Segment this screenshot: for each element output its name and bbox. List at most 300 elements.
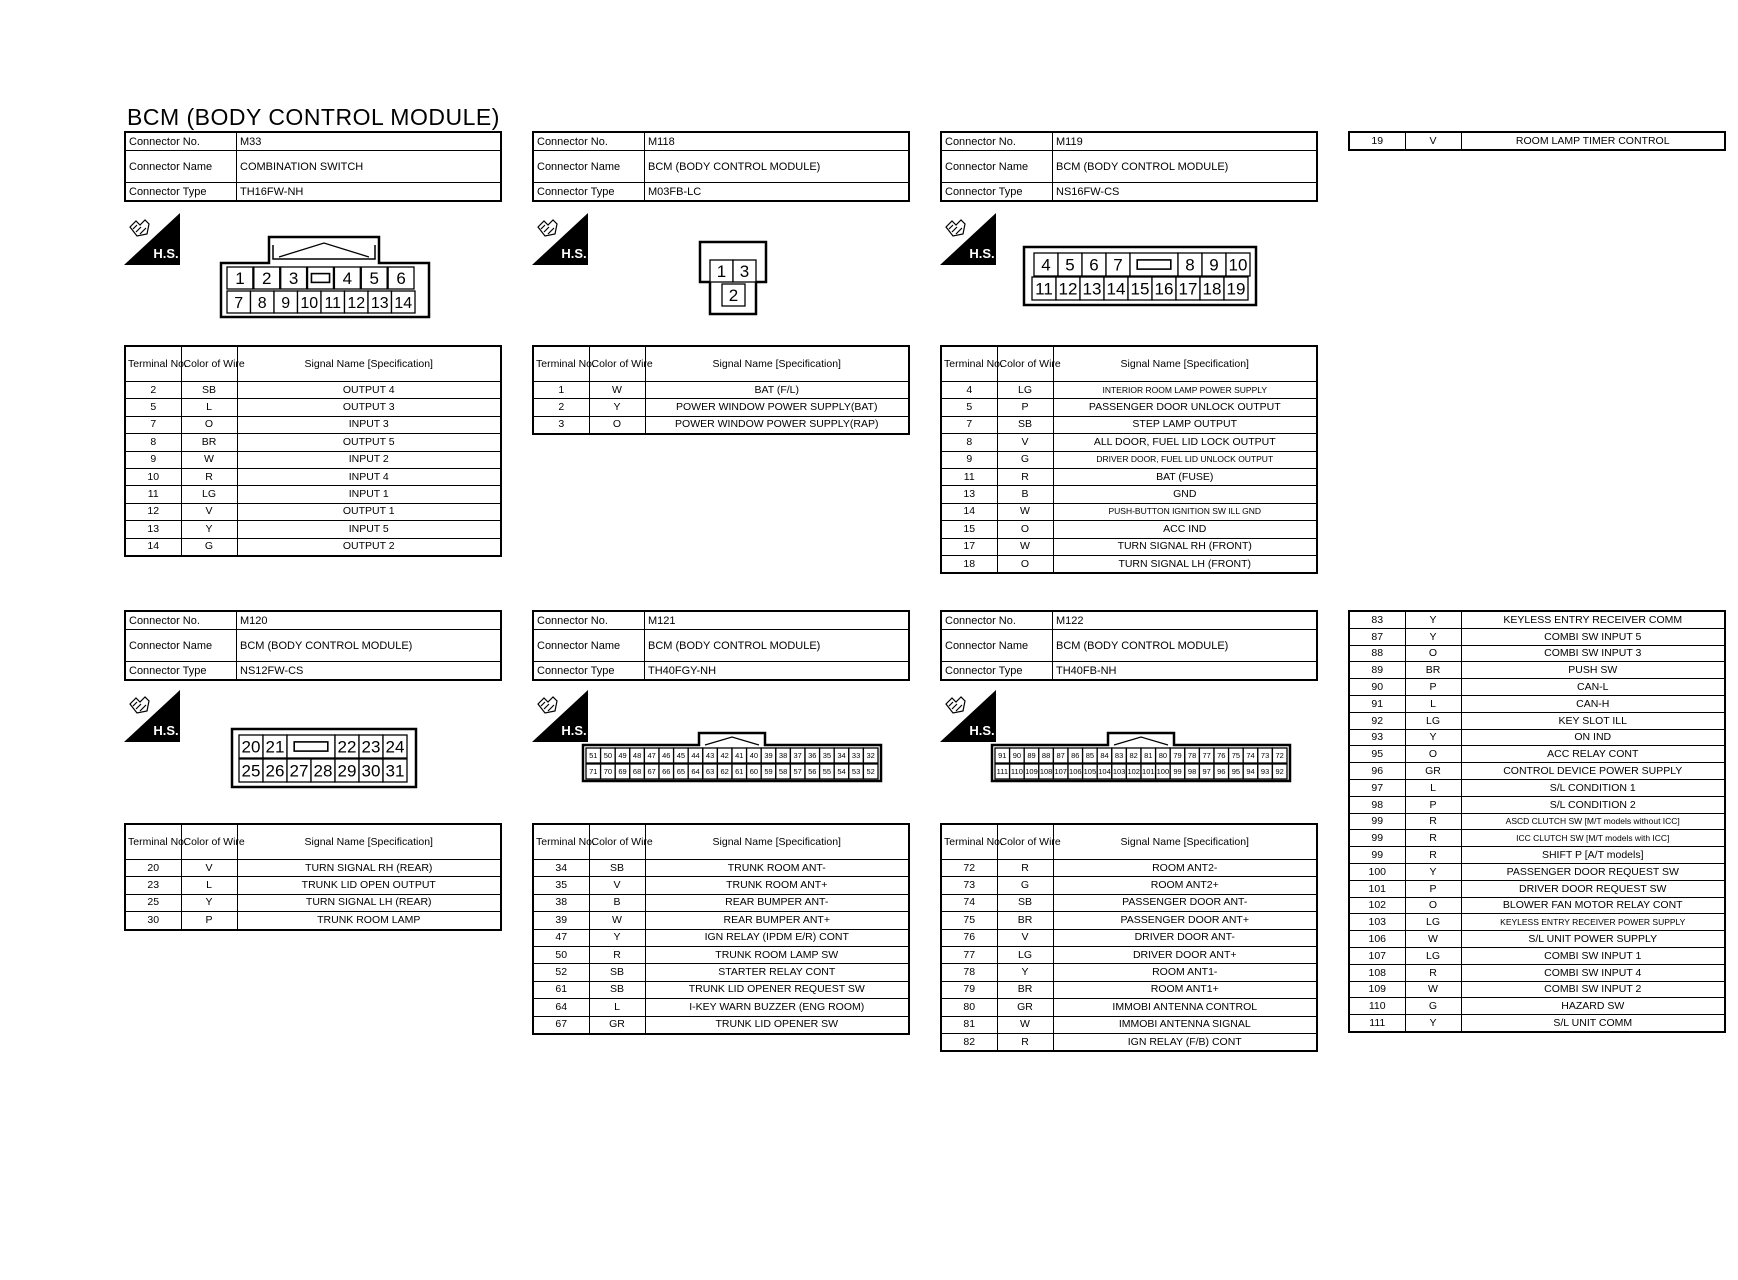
- pin-number: 66: [662, 767, 671, 777]
- connector-pin: [1068, 748, 1083, 763]
- signal-name-cell: PASSENGER DOOR ANT+: [1053, 912, 1317, 929]
- signal-name-cell: STARTER RELAY CONT: [645, 964, 909, 981]
- pin-number: 3: [739, 262, 750, 282]
- terminal-no-cell: 97: [1349, 779, 1405, 796]
- pin-number: 20: [241, 737, 261, 757]
- table-row: [1349, 947, 1725, 964]
- terminal-no-cell: 4: [941, 382, 997, 399]
- pin-number: 10: [1228, 255, 1248, 275]
- pin-number: 65: [676, 767, 686, 777]
- connector-pin: [1097, 748, 1112, 763]
- terminal-no-cell: 11: [125, 486, 181, 503]
- table-row: [125, 451, 501, 468]
- connector-pin: [1128, 277, 1152, 300]
- signal-name-cell: CAN-L: [1461, 679, 1725, 696]
- connector-pin: [1200, 277, 1224, 300]
- pin-number: 105: [1083, 767, 1097, 777]
- terminal-no-cell: 39: [533, 912, 589, 929]
- connector-pin: [1034, 253, 1058, 276]
- pin-number: 33: [851, 751, 861, 761]
- connector-pin: [688, 748, 703, 763]
- wire-color-cell: Y: [1405, 729, 1461, 746]
- wire-color-cell: Y: [181, 894, 237, 911]
- pin-number: 25: [241, 761, 261, 781]
- terminal-no-cell: 76: [941, 929, 997, 946]
- connector-pin: [747, 764, 762, 779]
- connector-pin: [776, 748, 791, 763]
- pin-number: 95: [1231, 767, 1241, 777]
- wire-color-cell: G: [997, 451, 1053, 468]
- signal-name-cell: POWER WINDOW POWER SUPPLY(RAP): [645, 416, 909, 434]
- terminal-no-cell: 7: [941, 416, 997, 433]
- signal-table-m119-continued: [1348, 131, 1726, 151]
- terminal-no-cell: 81: [941, 1016, 997, 1033]
- wire-color-cell: R: [1405, 964, 1461, 981]
- wire-color-cell: O: [1405, 746, 1461, 763]
- pin-number: 5: [369, 269, 379, 289]
- pin-number: 73: [1260, 751, 1270, 761]
- pin-number: 79: [1173, 751, 1182, 761]
- connector-pin: [601, 764, 616, 779]
- connector-pin: [863, 748, 878, 763]
- connector-pin: [1082, 253, 1106, 276]
- connector-name-label: Connector Name: [941, 151, 1053, 183]
- terminal-no-cell: 35: [533, 877, 589, 894]
- signal-table-m118: [532, 345, 910, 435]
- wire-color-cell: LG: [997, 946, 1053, 963]
- terminal-no-cell: 80: [941, 999, 997, 1016]
- terminal-no-cell: 73: [941, 877, 997, 894]
- pin-number: 13: [1082, 279, 1102, 299]
- pin-number: 16: [1154, 279, 1174, 299]
- pin-number: 21: [265, 737, 285, 757]
- signal-name-cell: PUSH SW: [1461, 662, 1725, 679]
- table-row: [1349, 712, 1725, 729]
- terminal-no-cell: 107: [1349, 947, 1405, 964]
- wire-color-cell: P: [1405, 880, 1461, 897]
- table-row: [125, 860, 501, 877]
- hs-label: H.S.: [969, 246, 995, 261]
- pin-number: 76: [1217, 751, 1226, 761]
- connector-pin: [732, 764, 747, 779]
- signal-name-cell: IGN RELAY (F/B) CONT: [1053, 1033, 1317, 1051]
- connector-pin: [1170, 764, 1185, 779]
- pin-number: 18: [1202, 279, 1222, 299]
- connector-pin: [321, 291, 345, 313]
- connector-pin: [659, 764, 674, 779]
- table-row: [941, 1016, 1317, 1033]
- pin-number: 96: [1217, 767, 1226, 777]
- connector-pin: [1010, 764, 1025, 779]
- connector-pin: [334, 267, 360, 289]
- table-row: [941, 555, 1317, 573]
- terminal-no-cell: 109: [1349, 981, 1405, 998]
- wire-color-cell: O: [997, 555, 1053, 573]
- connector-m119-header: [940, 131, 1318, 202]
- table-row: [1349, 132, 1725, 150]
- terminal-no-cell: 95: [1349, 746, 1405, 763]
- signal-name-cell: ROOM ANT1-: [1053, 964, 1317, 981]
- pin-number: 29: [337, 761, 357, 781]
- table-row: [125, 434, 501, 451]
- connector-m33-face: [219, 235, 429, 319]
- connector-no-value: M120: [237, 611, 502, 630]
- wire-color-cell: SB: [589, 964, 645, 981]
- table-row: [533, 912, 909, 929]
- connector-pin: [1156, 748, 1171, 763]
- pin-number: 9: [1209, 255, 1219, 275]
- wire-color-cell: LG: [1405, 947, 1461, 964]
- connector-pin: [630, 764, 645, 779]
- wire-color-cell: Y: [997, 964, 1053, 981]
- pin-number: 2: [262, 269, 272, 289]
- connector-pin: [359, 735, 383, 758]
- signal-name-cell: COMBI SW INPUT 4: [1461, 964, 1725, 981]
- harness-side-icon: [940, 213, 996, 265]
- pin-number: 48: [632, 751, 642, 761]
- pin-number: 77: [1202, 751, 1211, 761]
- pin-number: 50: [603, 751, 613, 761]
- wire-color-cell: LG: [181, 486, 237, 503]
- pin-number: 64: [691, 767, 700, 777]
- table-row: [941, 486, 1317, 503]
- terminal-no-cell: 8: [941, 434, 997, 451]
- connector-type-label: Connector Type: [941, 662, 1053, 681]
- pin-number: 68: [632, 767, 642, 777]
- connector-pin: [281, 267, 307, 289]
- connector-pin: [1112, 748, 1127, 763]
- pin-number: 89: [1027, 751, 1036, 761]
- wire-color-cell: G: [181, 538, 237, 556]
- signal-name-cell: PASSENGER DOOR REQUEST SW: [1461, 863, 1725, 880]
- pin-number: 7: [1113, 255, 1123, 275]
- terminal-no-cell: 100: [1349, 863, 1405, 880]
- connector-name-label: Connector Name: [125, 151, 237, 183]
- signal-name-cell: PASSENGER DOOR ANT-: [1053, 894, 1317, 911]
- wire-color-cell: W: [997, 503, 1053, 520]
- table-row: [125, 468, 501, 485]
- terminal-no-cell: 102: [1349, 897, 1405, 914]
- pin-number: 37: [793, 751, 802, 761]
- signal-name-cell: I-KEY WARN BUZZER (ENG ROOM): [645, 999, 909, 1016]
- connector-pin: [1185, 764, 1200, 779]
- connector-no-label: Connector No.: [125, 611, 237, 630]
- pin-number: 30: [361, 761, 381, 781]
- terminal-no-cell: 103: [1349, 914, 1405, 931]
- pin-number: 13: [370, 294, 389, 312]
- pin-number: 28: [313, 761, 333, 781]
- connector-pin: [311, 759, 335, 782]
- wire-color-cell: W: [1405, 981, 1461, 998]
- connector-pin: [674, 748, 689, 763]
- table-row: [125, 912, 501, 930]
- wire-color-cell: V: [997, 434, 1053, 451]
- pin-number: 47: [647, 751, 656, 761]
- pin-number: 14: [1106, 279, 1126, 299]
- pin-number: 2: [728, 286, 739, 306]
- wire-color-cell: R: [181, 468, 237, 485]
- connector-pin: [1058, 253, 1082, 276]
- connector-pin: [1156, 764, 1171, 779]
- pin-number: 36: [808, 751, 817, 761]
- wire-color-cell: SB: [997, 894, 1053, 911]
- table-row: [533, 999, 909, 1016]
- signal-name-cell: CONTROL DEVICE POWER SUPPLY: [1461, 763, 1725, 780]
- hs-label: H.S.: [561, 723, 587, 738]
- connector-type-value: NS16FW-CS: [1053, 183, 1318, 202]
- terminal-no-cell: 98: [1349, 796, 1405, 813]
- connector-pin: [1010, 748, 1025, 763]
- terminal-no-cell: 74: [941, 894, 997, 911]
- table-row: [533, 946, 909, 963]
- signal-name-cell: ALL DOOR, FUEL LID LOCK OUTPUT: [1053, 434, 1317, 451]
- signal-name-cell: COMBI SW INPUT 1: [1461, 947, 1725, 964]
- pin-number: 32: [866, 751, 875, 761]
- connector-pin: [335, 735, 359, 758]
- pin-number: 34: [837, 751, 846, 761]
- wire-color-cell: V: [997, 929, 1053, 946]
- connector-m120-header: [124, 610, 502, 681]
- wire-color-cell: R: [1405, 830, 1461, 847]
- connector-pin: [388, 267, 414, 289]
- table-row: [1349, 964, 1725, 981]
- connector-no-value: M33: [237, 132, 502, 151]
- terminal-no-header: Terminal No.: [533, 824, 589, 860]
- connector-pin: [1152, 277, 1176, 300]
- pin-number: 22: [337, 737, 357, 757]
- signal-name-cell: BAT (FUSE): [1053, 468, 1317, 485]
- table-row: [1349, 779, 1725, 796]
- terminal-no-cell: 7: [125, 416, 181, 433]
- terminal-no-cell: 14: [125, 538, 181, 556]
- table-row: [1349, 645, 1725, 662]
- table-row: [941, 877, 1317, 894]
- wire-color-cell: SB: [589, 981, 645, 998]
- pin-number: 43: [705, 751, 715, 761]
- connector-pin: [1104, 277, 1128, 300]
- harness-side-icon: [532, 213, 588, 265]
- signal-name-cell: ROOM ANT2-: [1053, 860, 1317, 877]
- connector-pin: [274, 291, 298, 313]
- terminal-no-cell: 9: [125, 451, 181, 468]
- table-row: [1349, 796, 1725, 813]
- wire-color-cell: R: [1405, 813, 1461, 830]
- pin-number: 72: [1275, 751, 1284, 761]
- pin-number: 101: [1142, 767, 1155, 777]
- wire-color-cell: B: [589, 894, 645, 911]
- pin-number: 90: [1012, 751, 1022, 761]
- pin-number: 31: [385, 761, 405, 781]
- connector-no-label: Connector No.: [941, 611, 1053, 630]
- terminal-no-cell: 13: [125, 521, 181, 538]
- connector-pin: [1053, 748, 1068, 763]
- wire-color-cell: R: [997, 468, 1053, 485]
- pin-number: 63: [705, 767, 715, 777]
- connector-name-label: Connector Name: [941, 630, 1053, 662]
- connector-pin: [1170, 748, 1185, 763]
- table-row: [533, 399, 909, 416]
- table-row: [1349, 863, 1725, 880]
- wire-color-cell: SB: [589, 860, 645, 877]
- pin-number: 9: [281, 294, 291, 312]
- pin-number: 70: [603, 767, 613, 777]
- color-of-wire-header: Color of Wire: [181, 346, 237, 382]
- terminal-no-cell: 18: [941, 555, 997, 573]
- connector-pin: [688, 764, 703, 779]
- terminal-no-cell: 2: [533, 399, 589, 416]
- signal-name-cell: DRIVER DOOR, FUEL LID UNLOCK OUTPUT: [1053, 451, 1317, 468]
- table-row: [1349, 695, 1725, 712]
- connector-pin: [1202, 253, 1226, 276]
- terminal-no-cell: 101: [1349, 880, 1405, 897]
- terminal-no-cell: 11: [941, 468, 997, 485]
- connector-pin: [227, 291, 251, 313]
- pin-number: 19: [1226, 279, 1246, 299]
- signal-name-cell: OUTPUT 1: [237, 503, 501, 520]
- color-of-wire-header: Color of Wire: [997, 824, 1053, 860]
- pin-number: 4: [1041, 255, 1051, 275]
- connector-pin: [1141, 764, 1156, 779]
- connector-pin: [1097, 764, 1112, 779]
- terminal-no-cell: 30: [125, 912, 181, 930]
- pin-number: 62: [720, 767, 729, 777]
- color-of-wire-header: Color of Wire: [589, 346, 645, 382]
- signal-name-cell: OUTPUT 4: [237, 382, 501, 399]
- connector-pin: [820, 748, 835, 763]
- wire-color-cell: BR: [181, 434, 237, 451]
- connector-type-label: Connector Type: [533, 662, 645, 681]
- pin-number: 41: [735, 751, 744, 761]
- pin-number: 109: [1025, 767, 1038, 777]
- terminal-no-cell: 90: [1349, 679, 1405, 696]
- connector-m118-face: [698, 240, 768, 316]
- connector-pin: [1112, 764, 1127, 779]
- pin-number: 27: [289, 761, 309, 781]
- connector-pin: [615, 764, 630, 779]
- signal-name-cell: S/L UNIT COMM: [1461, 1015, 1725, 1032]
- pin-number: 46: [662, 751, 671, 761]
- connector-pin: [368, 291, 392, 313]
- connector-name-value: BCM (BODY CONTROL MODULE): [1053, 151, 1318, 183]
- terminal-no-cell: 2: [125, 382, 181, 399]
- terminal-no-cell: 12: [125, 503, 181, 520]
- wire-color-cell: O: [997, 521, 1053, 538]
- signal-name-header: Signal Name [Specification]: [237, 824, 501, 860]
- pin-number: 60: [749, 767, 759, 777]
- color-of-wire-header: Color of Wire: [589, 824, 645, 860]
- signal-name-cell: IMMOBI ANTENNA CONTROL: [1053, 999, 1317, 1016]
- signal-name-cell: ROOM ANT1+: [1053, 981, 1317, 998]
- table-row: [125, 503, 501, 520]
- connector-pin: [834, 748, 849, 763]
- wire-color-cell: W: [181, 451, 237, 468]
- wire-color-cell: GR: [997, 999, 1053, 1016]
- signal-name-header: Signal Name [Specification]: [237, 346, 501, 382]
- pin-number: 108: [1039, 767, 1053, 777]
- signal-name-cell: INPUT 2: [237, 451, 501, 468]
- connector-pin: [1243, 764, 1258, 779]
- table-row: [941, 929, 1317, 946]
- connector-type-value: M03FB-LC: [645, 183, 910, 202]
- wire-color-cell: Y: [589, 929, 645, 946]
- signal-name-cell: TRUNK ROOM ANT-: [645, 860, 909, 877]
- terminal-no-cell: 106: [1349, 931, 1405, 948]
- signal-name-cell: S/L UNIT POWER SUPPLY: [1461, 931, 1725, 948]
- terminal-no-cell: 75: [941, 912, 997, 929]
- wire-color-cell: Y: [1405, 1015, 1461, 1032]
- signal-name-cell: POWER WINDOW POWER SUPPLY(BAT): [645, 399, 909, 416]
- signal-table-m119: [940, 345, 1318, 574]
- pin-number: 102: [1127, 767, 1140, 777]
- pin-number: 59: [764, 767, 773, 777]
- connector-type-value: TH16FW-NH: [237, 183, 502, 202]
- table-row: [941, 434, 1317, 451]
- connector-type-label: Connector Type: [533, 183, 645, 202]
- wire-color-cell: O: [181, 416, 237, 433]
- connector-pin: [298, 291, 322, 313]
- terminal-no-cell: 77: [941, 946, 997, 963]
- wire-color-cell: R: [997, 860, 1053, 877]
- pin-number: 103: [1112, 767, 1126, 777]
- signal-name-cell: S/L CONDITION 2: [1461, 796, 1725, 813]
- pin-number: 106: [1069, 767, 1082, 777]
- signal-name-cell: COMBI SW INPUT 2: [1461, 981, 1725, 998]
- connector-pin: [586, 748, 601, 763]
- pin-number: 3: [288, 269, 299, 289]
- signal-name-cell: GND: [1053, 486, 1317, 503]
- wire-color-cell: BR: [997, 981, 1053, 998]
- connector-type-label: Connector Type: [941, 183, 1053, 202]
- table-row: [125, 894, 501, 911]
- connector-pin: [732, 748, 747, 763]
- table-row: [941, 894, 1317, 911]
- connector-pin: [1083, 764, 1098, 779]
- connector-pin: [239, 735, 263, 758]
- pin-number: 98: [1187, 767, 1197, 777]
- terminal-no-cell: 108: [1349, 964, 1405, 981]
- pin-number: 54: [837, 767, 846, 777]
- terminal-no-header: Terminal No.: [533, 346, 589, 382]
- wire-color-cell: R: [589, 946, 645, 963]
- connector-pin: [227, 267, 253, 289]
- connector-m122-face: [990, 731, 1292, 783]
- table-row: [941, 946, 1317, 963]
- wire-color-cell: L: [1405, 779, 1461, 796]
- signal-name-cell: DRIVER DOOR ANT-: [1053, 929, 1317, 946]
- wire-color-cell: BR: [1405, 662, 1461, 679]
- pin-number: 7: [234, 294, 244, 312]
- pin-number: 17: [1178, 279, 1198, 299]
- connector-pin: [722, 284, 745, 306]
- table-row: [1349, 679, 1725, 696]
- signal-name-header: Signal Name [Specification]: [1053, 346, 1317, 382]
- pin-number: 80: [1158, 751, 1168, 761]
- signal-name-cell: PASSENGER DOOR UNLOCK OUTPUT: [1053, 399, 1317, 416]
- table-row: [1349, 813, 1725, 830]
- terminal-no-cell: 5: [125, 399, 181, 416]
- connector-pin: [287, 759, 311, 782]
- connector-pin: [644, 748, 659, 763]
- wire-color-cell: L: [181, 399, 237, 416]
- table-row: [941, 382, 1317, 399]
- terminal-no-cell: 14: [941, 503, 997, 520]
- signal-name-cell: CAN-H: [1461, 695, 1725, 712]
- pin-number: 51: [589, 751, 598, 761]
- pin-number: 91: [998, 751, 1007, 761]
- table-row: [533, 877, 909, 894]
- pin-number: 83: [1114, 751, 1124, 761]
- wire-color-cell: V: [1405, 132, 1461, 150]
